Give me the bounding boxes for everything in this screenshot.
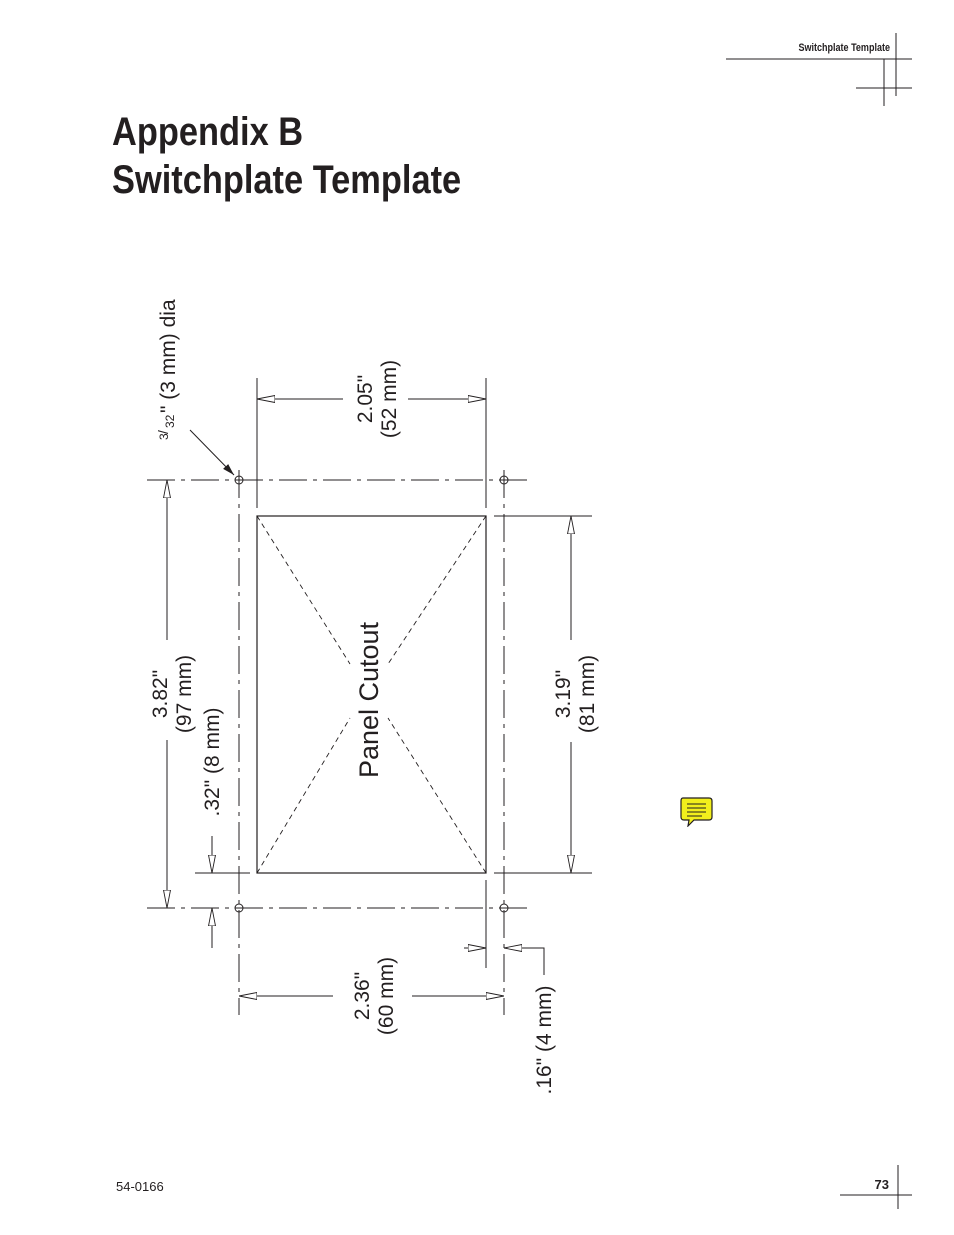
page-title-line-1: Appendix B (112, 110, 304, 154)
dim-right-inches: 3.19" (552, 669, 575, 719)
note-comment-icon[interactable] (680, 797, 714, 832)
hole-diameter-label (155, 299, 180, 440)
dim-right-mm: (81 mm) (576, 654, 599, 734)
dim-offset-label: .32" (8 mm) (201, 707, 224, 817)
hole-dia-denominator: 32 (163, 414, 177, 428)
dim-small-label: .16" (4 mm) (533, 985, 556, 1095)
hole-dia-slash: / (155, 430, 171, 434)
dim-right-label (552, 655, 599, 733)
hole-diameter-leader (190, 430, 234, 475)
dim-top-mm: (52 mm) (378, 359, 401, 439)
hole-dia-numerator: 3 (157, 433, 171, 440)
dim-left-mm: (97 mm) (173, 654, 196, 734)
dim-left-label (149, 655, 196, 733)
header-crop-marks (726, 33, 912, 106)
dim-top-label (354, 360, 401, 438)
dim-bottom-inches: 2.36" (351, 971, 374, 1021)
running-header-title: Switchplate Template (798, 42, 890, 54)
extension-lines (195, 378, 592, 968)
dim-left-inches: 3.82" (149, 669, 172, 719)
dim-top-inches: 2.05" (354, 374, 377, 424)
document-number: 54-0166 (116, 1179, 164, 1194)
hole-dia-rest: " (3 mm) dia (157, 299, 180, 413)
dim-bottom-label (351, 957, 398, 1035)
panel-cutout-label: Panel Cutout (354, 621, 384, 779)
dim-bottom-mm: (60 mm) (375, 956, 398, 1036)
page-number: 73 (874, 1177, 889, 1192)
page-title-line-2: Switchplate Template (112, 158, 462, 202)
